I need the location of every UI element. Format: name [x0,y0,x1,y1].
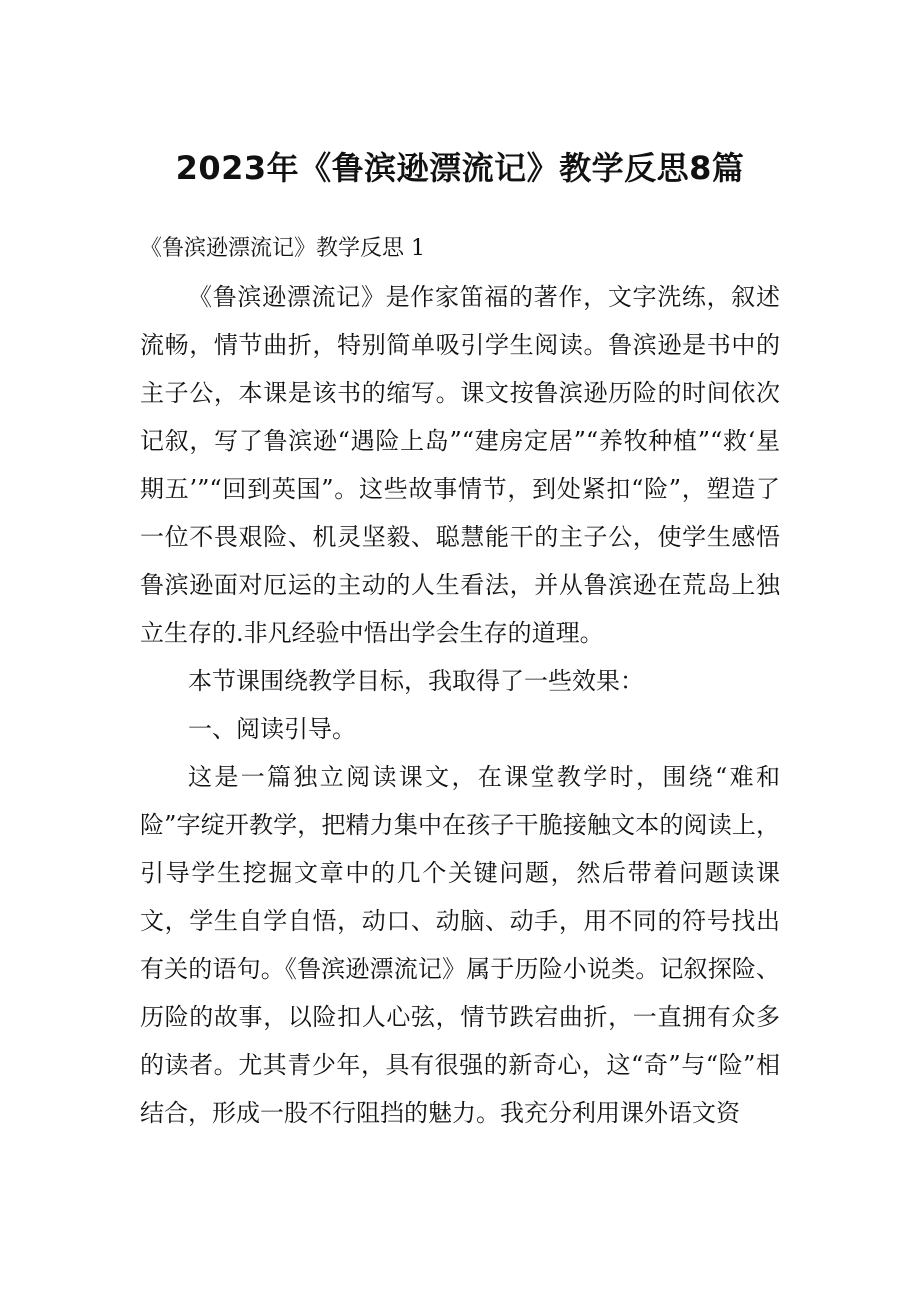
paragraph-reading-guidance: 这是一篇独立阅读课文，在课堂教学时，围绕“难和险”字绽开教学，把精力集中在孩子干脆接触文本的阅读上，引导学生挖掘文章中的几个关键问题，然后带着问题读课文，学生自学自悟，动口、动脑、动手，用不同的符号找出有关的语句。《鲁滨逊漂流记》属于历险小说类。记叙探险、历险的故事，以险扣人心弦，情节跌宕曲折，一直拥有众多的读者。尤其青少年，具有很强的新奇心，这“奇”与“险”相结合，形成一股不行阻挡的魅力。我充分利用课外语文资 [140,763,780,1127]
paragraph-subheading-reading: 一、阅读引导。 [188,715,356,743]
paragraph-intro: 《鲁滨逊漂流记》是作家笛福的著作，文字洗练，叙述流畅，情节曲折，特别简单吸引学生阅读。鲁滨逊是书中的主子公，本课是该书的缩写。课文按鲁滨逊历险的时间依次记叙，写了鲁滨逊“遇险上岛”“建房定居”“养牧种植”“救‘星期五’”“回到英国”。这些故事情节，到处紧扣“险”，塑造了一位不畏艰险、机灵坚毅、聪慧能干的主子公，使学生感悟鲁滨逊面对厄运的主动的人生看法，并从鲁滨逊在荒岛上独立生存的.非凡经验中悟出学会生存的道理。 [140,283,780,647]
section-heading: 《鲁滨逊漂流记》教学反思 1 [140,236,425,261]
paragraph-effects: 本节课围绕教学目标，我取得了一些效果： [188,667,644,695]
document-title: 2023年《鲁滨逊漂流记》教学反思8篇 [175,149,745,187]
document-body [140,225,780,1137]
